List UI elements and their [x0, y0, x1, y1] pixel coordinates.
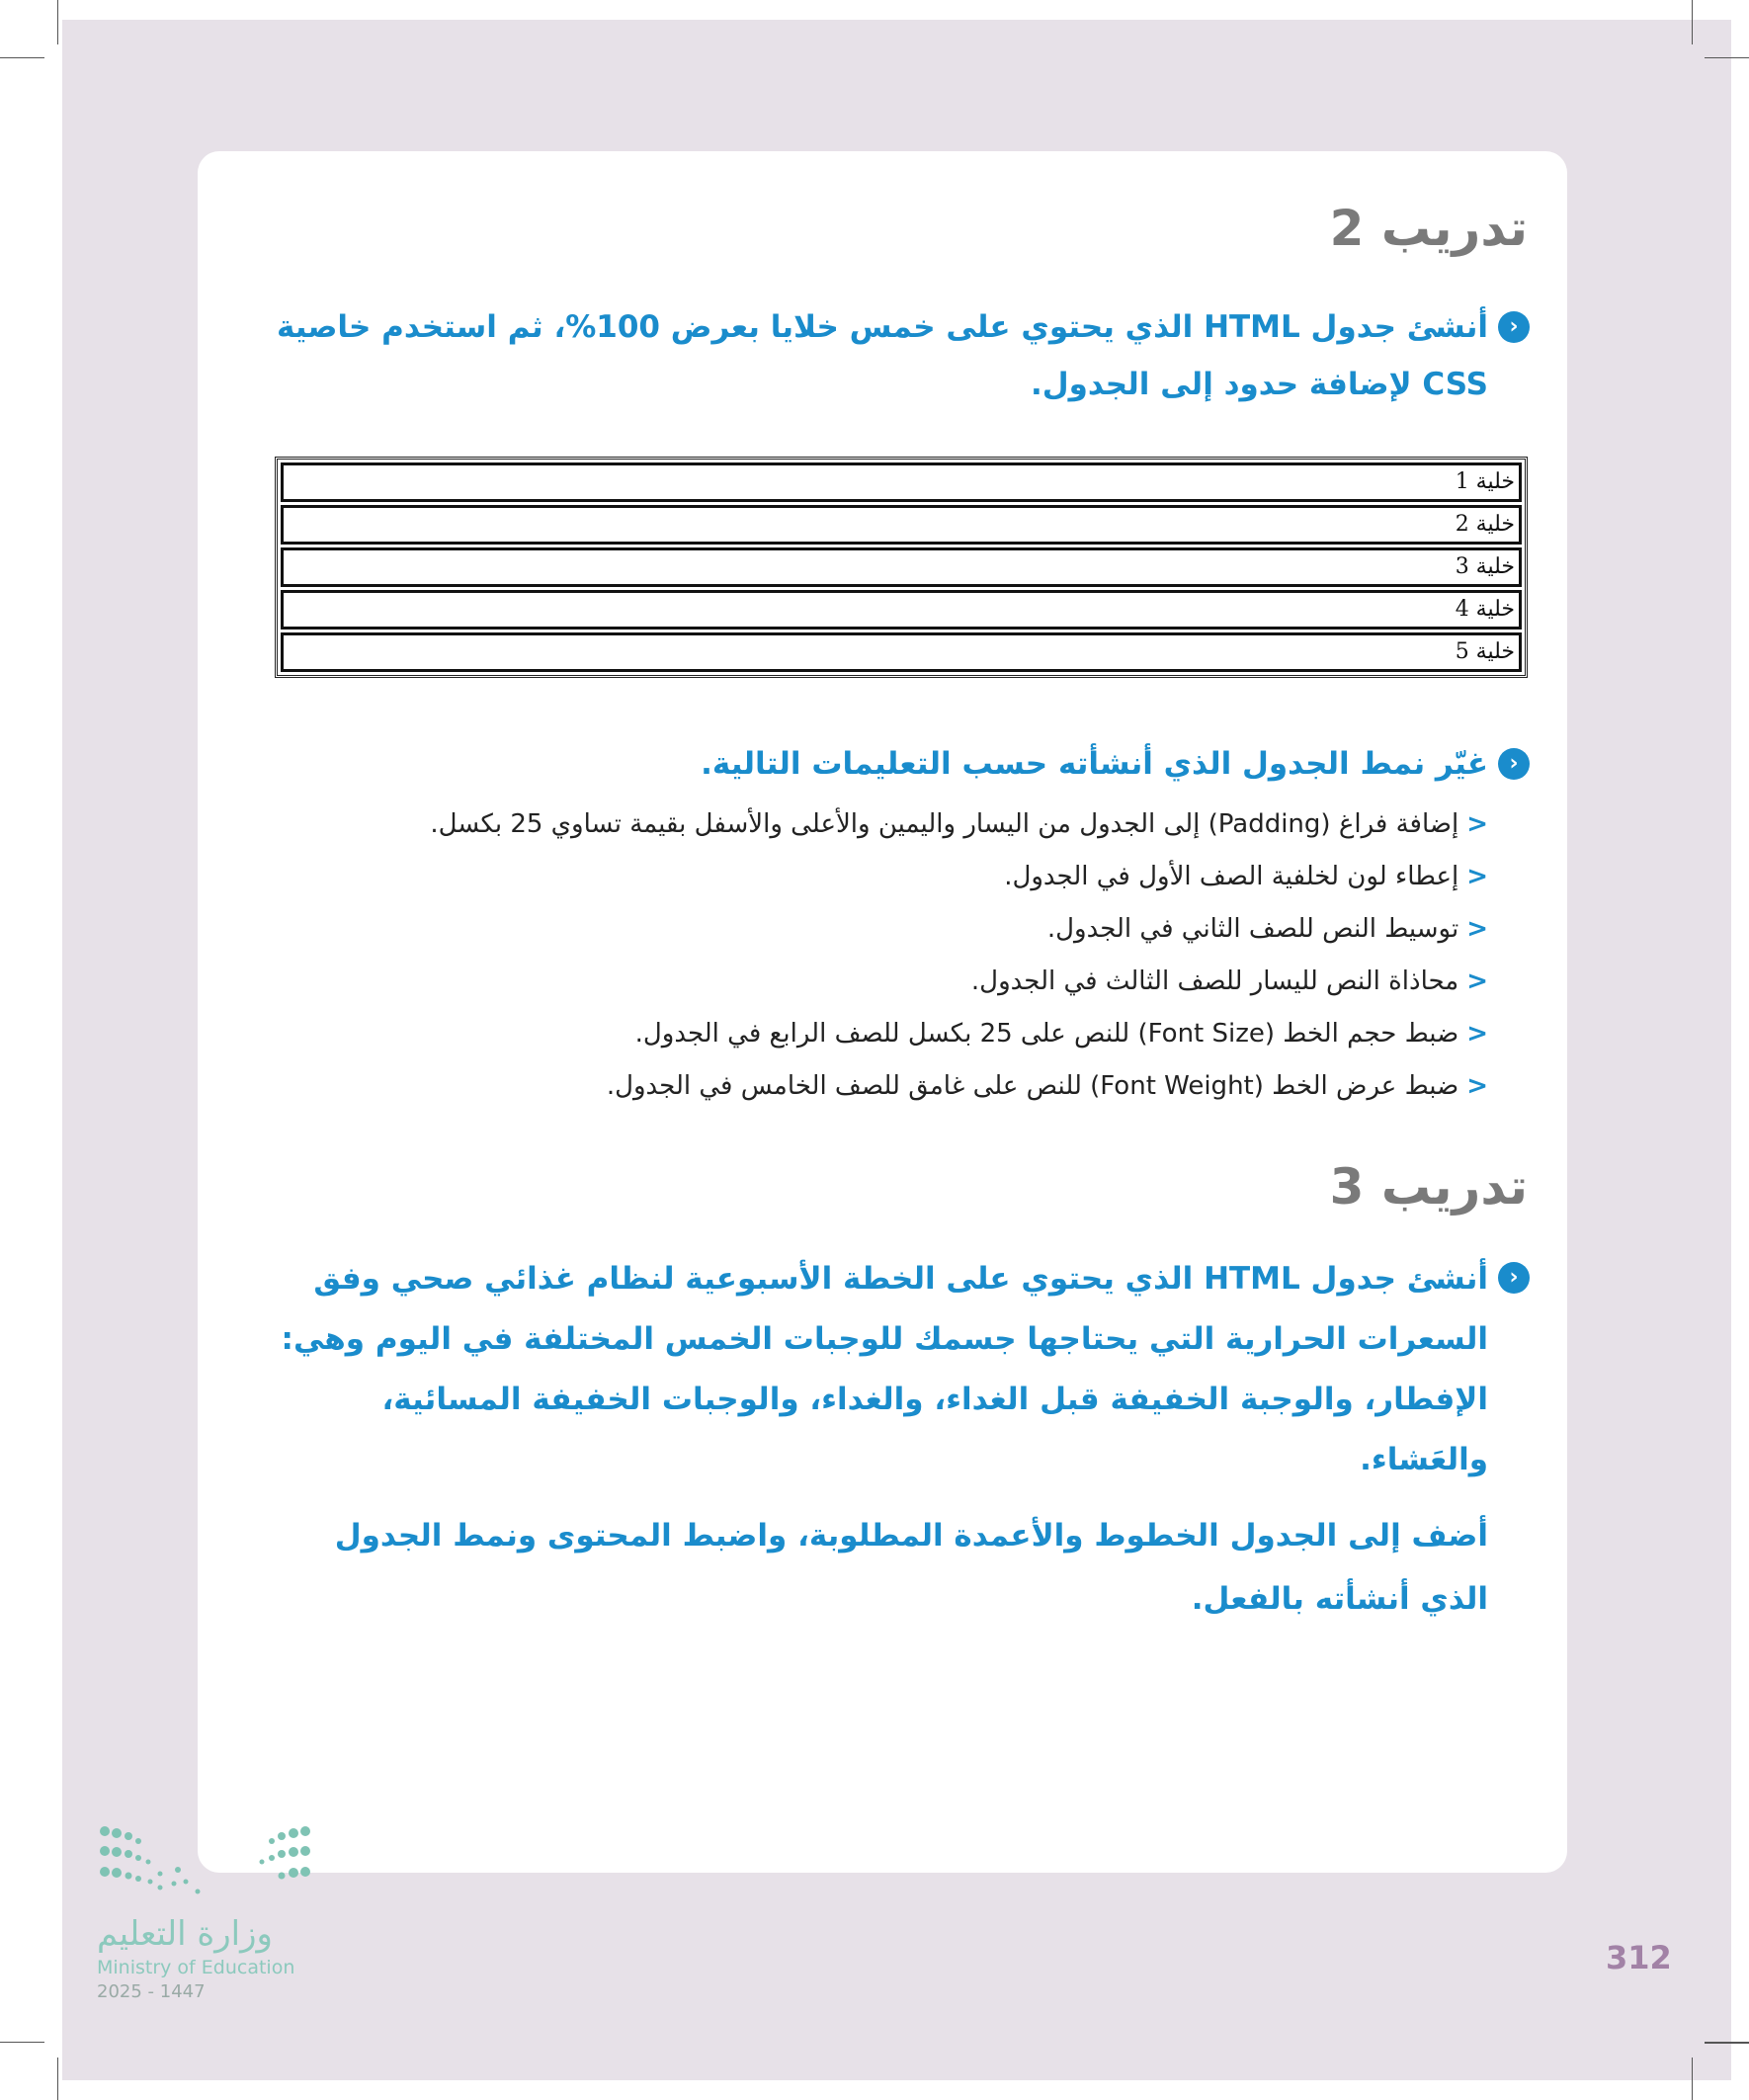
ministry-logo-icon — [99, 1824, 311, 1898]
list-item-text: إضافة فراغ (Padding) إلى الجدول من اليسار واليمين والأعلى والأسفل بقيمة تساوي 25 بكسل. — [430, 809, 1459, 839]
table-cell: خلية 3 — [281, 547, 1522, 587]
chevron-circle-icon: ‹ — [1498, 1262, 1530, 1294]
exercise-3-heading: تدريب 3 — [1329, 1158, 1528, 1216]
exercise-3-task-1 — [275, 1249, 1519, 1490]
list-item — [275, 956, 1488, 1008]
content-column — [275, 194, 1528, 1631]
task-text: أنشئ جدول HTML الذي يحتوي على خمس خلايا بعرض 100%، ثم استخدم خاصية CSS لإضافة حدود إلى الجدول. — [277, 309, 1488, 402]
crop-mark — [0, 2042, 44, 2043]
crop-mark — [57, 2058, 58, 2100]
exercise-3-task-2: أضف إلى الجدول الخطوط والأعمدة المطلوبة، واضبط المحتوى ونمط الجدول الذي أنشأته بالفعل. — [334, 1518, 1488, 1617]
example-table-wrap — [275, 457, 1528, 678]
table-row — [281, 462, 1522, 502]
table-row — [281, 505, 1522, 545]
crop-mark — [0, 57, 44, 58]
list-item-text: إعطاء لون لخلفية الصف الأول في الجدول. — [1004, 862, 1459, 891]
table-cell: خلية 4 — [281, 590, 1522, 630]
crop-mark — [1692, 2058, 1693, 2100]
academic-year: 2025 - 1447 — [97, 1981, 206, 2002]
table-row — [281, 632, 1522, 672]
ministry-name-english: Ministry of Education — [97, 1957, 295, 1978]
example-table — [275, 457, 1528, 678]
list-item-text: محاذاة النص لليسار للصف الثالث في الجدول. — [970, 966, 1459, 996]
instruction-list — [275, 798, 1488, 1113]
list-item-text: توسيط النص للصف الثاني في الجدول. — [1046, 914, 1459, 944]
list-item — [275, 798, 1488, 851]
ministry-name-arabic: وزارة التعليم — [97, 1914, 273, 1954]
list-item — [275, 1060, 1488, 1113]
arrow-icon: < — [1466, 1071, 1488, 1101]
arrow-icon: < — [1466, 914, 1488, 944]
exercise-2-task-1 — [275, 298, 1519, 413]
list-item — [275, 1008, 1488, 1060]
arrow-icon: < — [1466, 1019, 1488, 1049]
chevron-circle-icon: ‹ — [1498, 311, 1530, 343]
chevron-circle-icon: ‹ — [1498, 748, 1530, 780]
ministry-logo-text — [97, 1913, 294, 2004]
arrow-icon: < — [1466, 966, 1488, 996]
crop-mark — [57, 0, 58, 44]
arrow-icon: < — [1466, 862, 1488, 891]
table-row — [281, 547, 1522, 587]
crop-mark — [1705, 57, 1749, 58]
task-text: أنشئ جدول HTML الذي يحتوي على الخطة الأسبوعية لنظام غذائي صحي وفق السعرات الحرارية التي يحتاجها جسمك للوجبات الخمس المختلفة في اليوم وهي: الإفطار، والوجبة الخفيفة قبل الغداء، والغداء، والوجبات الخفيفة المسائية، والعَشاء. — [281, 1261, 1488, 1477]
list-item — [275, 903, 1488, 956]
crop-mark — [1705, 2042, 1749, 2044]
table-cell: خلية 1 — [281, 462, 1522, 502]
list-item — [275, 851, 1488, 903]
page-number: 312 — [1606, 1939, 1672, 1976]
task-text: غيّر نمط الجدول الذي أنشأته حسب التعليمات التالية. — [701, 746, 1488, 782]
arrow-icon: < — [1466, 809, 1488, 839]
table-cell: خلية 2 — [281, 505, 1522, 545]
list-item-text: ضبط عرض الخط (Font Weight) للنص على غامق للصف الخامس في الجدول. — [606, 1071, 1459, 1101]
exercise-2-heading: تدريب 2 — [1329, 200, 1528, 257]
list-item-text: ضبط حجم الخط (Font Size) للنص على 25 بكسل للصف الرابع في الجدول. — [634, 1019, 1459, 1049]
exercise-2-task-2 — [275, 735, 1519, 793]
crop-mark — [1692, 0, 1693, 44]
table-cell: خلية 5 — [281, 632, 1522, 672]
table-row — [281, 590, 1522, 630]
